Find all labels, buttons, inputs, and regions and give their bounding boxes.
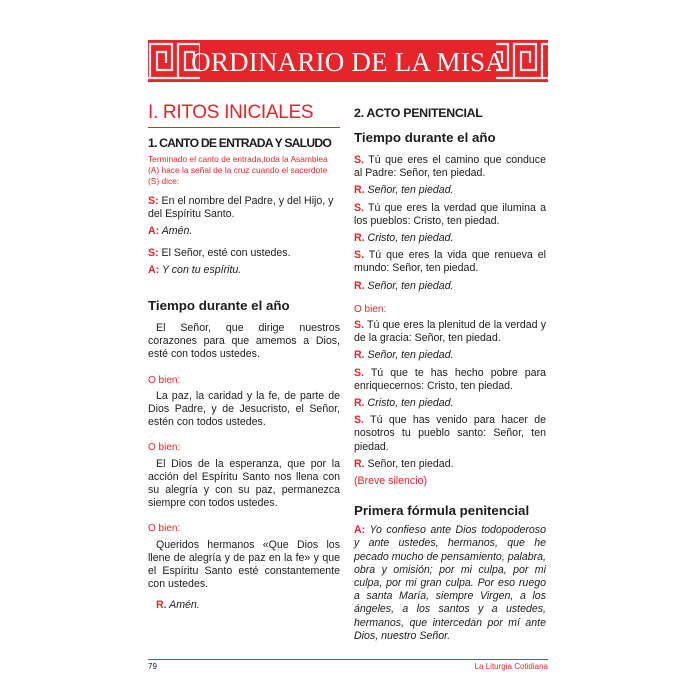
assembly-line-1 [148, 225, 340, 238]
o-bien-label: O bien: [148, 442, 181, 454]
right-column [354, 102, 546, 643]
subsection-title-canto: 1. CANTO DE ENTRADA Y SALUDO [148, 136, 332, 150]
greeting-1: El Señor, que dirige nuestros corazones para que amemos a Dios, esté con todos ustedes. [148, 322, 340, 361]
speaker-label: R. [354, 349, 365, 362]
invocation-text: Tú que te has hecho pobre para enriquecernos: Cristo, ten piedad. [354, 366, 546, 392]
invocation-3 [354, 249, 546, 275]
speaker-label: S. [354, 249, 365, 262]
section-title-ritos: I. RITOS INICIALES [148, 102, 340, 128]
assembly-text: Amén. [159, 225, 193, 238]
o-bien-label: O bien: [148, 523, 181, 535]
response-3 [354, 280, 546, 293]
title-banner [148, 40, 548, 82]
response-text: Señor, ten piedad. [364, 349, 454, 362]
speaker-label: R. [354, 457, 365, 470]
priest-text: En el nombre del Padre, y del Hijo, y del Espíritu Santo. [148, 195, 334, 221]
invocation-6 [354, 414, 546, 454]
page-number: 79 [148, 662, 157, 671]
speaker-label: R. [354, 232, 365, 245]
response-2 [354, 232, 546, 245]
silence-rubric: (Breve silencio) [354, 475, 428, 488]
book-page [148, 40, 548, 670]
heading-tiempo: Tiempo durante el año [354, 130, 496, 145]
invocation-text: Tú que eres el camino que conduce al Padre: Señor, ten piedad. [354, 154, 546, 180]
assembly-text: Y con tu espíritu. [159, 263, 242, 276]
heading-tiempo: Tiempo durante el año [148, 298, 290, 314]
response-4 [354, 349, 546, 362]
left-column [148, 102, 340, 617]
greeting-3: El Dios de la esperanza, que por la acción del Espíritu Santo nos llena con su alegría y con su paz, permanezca siempre con todos ustedes. [148, 457, 340, 510]
response-text: Señor, ten piedad. [364, 457, 454, 470]
greeting-4: Queridos hermanos «Que Dios los llene de alegría y de paz en la fe» y que el Espíritu Santo esté constantemente con ustedes. [148, 538, 340, 591]
response-5 [354, 397, 546, 410]
speaker-label: S: [148, 246, 159, 259]
section-title-acto: 2. ACTO PENITENCIAL [354, 106, 483, 120]
rubric-text: Terminado el canto de entrada,toda la Asamblea (A) hace la señal de la cruz cuando el sacerdote (S) dice: [148, 154, 328, 186]
speaker-label: R. [354, 279, 365, 292]
priest-line-1 [148, 195, 340, 221]
invocation-text: Tú que eres la verdad que ilumina a los pueblos: Cristo, ten piedad. [354, 201, 546, 227]
response-text: Señor, ten piedad. [364, 184, 454, 197]
speaker-label: S. [354, 154, 365, 166]
speaker-label: S. [354, 201, 365, 214]
invocation-1 [354, 154, 546, 180]
invocation-text: Tú que eres la vida que renueva el mundo: Señor, ten piedad. [354, 249, 546, 275]
invocation-2 [354, 202, 546, 228]
invocation-4 [354, 319, 546, 345]
speaker-label: S: [148, 195, 159, 207]
speaker-label: R. [354, 397, 365, 410]
confiteor [354, 524, 546, 643]
speaker-label: S. [354, 366, 365, 379]
footer-divider [148, 659, 548, 660]
confiteor-text: Yo confieso ante Dios todopoderoso y ante ustedes, hermanos, que he pecado mucho de pensamiento, palabra, obra y omisión; por mi culpa, por mi culpa, por mi gran culpa. Por eso ruego a santa María, siempre Virgen, a los ángeles, a los santos y a ustedes, hermanos, que intercedan por mí ante Dios, nuestro Señor. [354, 524, 546, 642]
invocation-text: Tú que has venido para hacer de nosotros tu pueblo santo: Señor, ten piedad. [354, 414, 546, 453]
heading-formula: Primera fórmula penitencial [354, 503, 530, 519]
response-1 [354, 184, 546, 197]
assembly-line-2 [148, 264, 340, 277]
o-bien-label: O bien: [354, 303, 387, 315]
priest-text: El Señor, esté con ustedes. [158, 246, 291, 259]
response-text: Amén. [166, 599, 200, 612]
response-6 [354, 458, 546, 471]
o-bien-label: O bien: [148, 374, 181, 386]
speaker-label: S. [354, 414, 365, 427]
response-text: Señor, ten piedad. [364, 279, 454, 292]
response-text: Cristo, ten piedad. [364, 397, 454, 410]
page-title: ORDINARIO DE LA MISA [191, 47, 505, 77]
response-line [148, 599, 340, 612]
response-text: Cristo, ten piedad. [364, 232, 454, 245]
invocation-5 [354, 367, 546, 393]
speaker-label: A: [148, 263, 160, 276]
speaker-label: R. [156, 599, 167, 612]
speaker-label: S. [354, 319, 365, 332]
speaker-label: A: [148, 225, 160, 238]
invocation-text: Tú que eres la plenitud de la verdad y de la gracia: Señor, ten piedad. [354, 319, 546, 345]
book-name: La Liturgia Cotidiana [474, 662, 548, 671]
speaker-label: A: [354, 524, 366, 537]
priest-line-2 [148, 247, 340, 260]
speaker-label: R. [354, 184, 365, 197]
greeting-2: La paz, la caridad y la fe, de parte de Dios Padre, y de Jesucristo, el Señor, estén con todos ustedes. [148, 389, 340, 429]
